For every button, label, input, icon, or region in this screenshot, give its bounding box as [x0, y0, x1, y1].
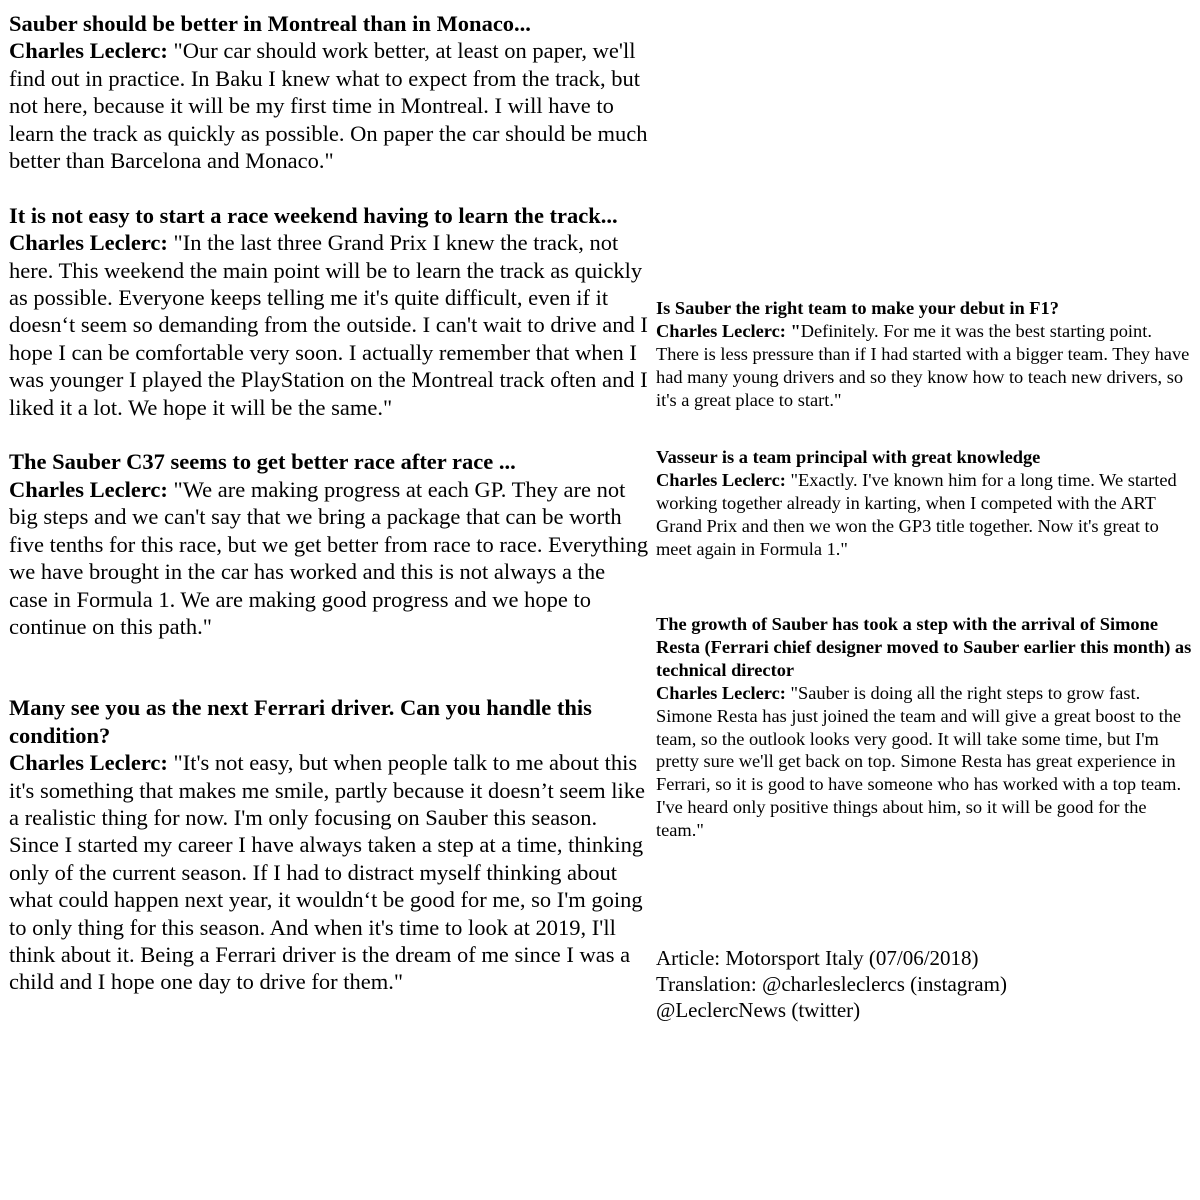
interview-section [9, 202, 649, 421]
interview-answer: Definitely. For me it was the best starting point. There is less pressure than if I had started with a bigger team. They have had many young drivers and so they know how to teach new drivers, so it's a great place to start." [656, 320, 1190, 410]
twitter-credit: @LeclercNews (twitter) [656, 998, 861, 1022]
interview-section [656, 446, 1196, 561]
interview-question: The growth of Sauber has took a step with the arrival of Simone Resta (Ferrari chief designer moved to Sauber earlier this month) as technical director [656, 614, 1192, 680]
interview-question: It is not easy to start a race weekend having to learn the track... [9, 202, 618, 228]
speaker-label: Charles Leclerc: [9, 230, 168, 256]
interview-answer: "It's not easy, but when people talk to me about this it's something that makes me smile, partly because it doesn’t seem like a realistic thing for now. I'm only focusing on Sauber this season. Since I started my career I have always taken a step at a time, thinking only of the current season. If I had to distract myself thinking about what could happen next year, it wouldn‘t be good for me, so I'm going to only thing for this season. And when it's time to look at 2019, I'll think about it. Being a Ferrari driver is the dream of me since I was a child and I hope one day to drive for them." [9, 750, 645, 995]
interview-section [656, 613, 1196, 842]
speaker-label: Charles Leclerc: [9, 38, 168, 64]
speaker-label: Charles Leclerc: [9, 750, 168, 776]
speaker-label: Charles Leclerc: [9, 476, 168, 502]
article-source: Article: Motorsport Italy (07/06/2018) [656, 946, 979, 970]
translation-credit: Translation: @charlesleclercs (instagram) [656, 972, 1007, 996]
interview-question: Vasseur is a team principal with great knowledge [656, 447, 1041, 467]
speaker-label: Charles Leclerc: [656, 469, 786, 490]
interview-section [9, 10, 649, 174]
interview-section [9, 694, 649, 995]
credits-block [656, 945, 1196, 1023]
interview-answer: "Our car should work better, at least on paper, we'll find out in practice. In Baku I knew what to expect from the track, but not here, because it will be my first time in Montreal. I will have to learn the track as quickly as possible. On paper the car should be much better than Barcelona and Monaco." [9, 38, 648, 174]
interview-question: The Sauber C37 seems to get better race after race ... [9, 449, 516, 475]
interview-answer: "We are making progress at each GP. They are not big steps and we can't say that we bring a package that can be worth five tenths for this race, but we get better from race to race. Everything we have brought in the car has worked and this is not always a the case in Formula 1. We are making good progress and we hope to continue on this path." [9, 476, 649, 639]
interview-answer: "Exactly. I've known him for a long time. We started working together already in karting, when I competed with the ART Grand Prix and then we won the GP3 title together. Now it's great to meet again in Formula 1." [656, 469, 1177, 559]
interview-section [656, 297, 1196, 412]
speaker-label: Charles Leclerc: " [656, 320, 801, 341]
speaker-label: Charles Leclerc: [656, 682, 786, 703]
interview-answer: "In the last three Grand Prix I knew the track, not here. This weekend the main point will be to learn the track as quickly as possible. Everyone keeps telling me it's quite difficult, even if it doesn‘t seem so demanding from the outside. I can't wait to drive and I hope I can be comfortable very soon. I actually remember that when I was younger I played the PlayStation on the Montreal track often and I liked it a lot. We hope it will be the same." [9, 230, 648, 420]
interview-answer: "Sauber is doing all the right steps to grow fast. Simone Resta has just joined the team and will give a great boost to the team, so the outlook looks very good. It will take some time, but I'm pretty sure we'll get back on top. Simone Resta has great experience in Ferrari, so it is good to have someone who has worked with a top team. I've heard only positive things about him, so it will be good for the team." [656, 682, 1182, 841]
interview-question: Is Sauber the right team to make your debut in F1? [656, 298, 1059, 318]
right-column-q1 [656, 297, 1196, 412]
right-column-q3 [656, 613, 1196, 842]
right-column-q2 [656, 446, 1196, 561]
interview-question: Sauber should be better in Montreal than in Monaco... [9, 11, 531, 36]
left-column [9, 10, 649, 996]
interview-question: Many see you as the next Ferrari driver. Can you handle this condition? [9, 695, 592, 748]
interview-section [9, 448, 649, 640]
